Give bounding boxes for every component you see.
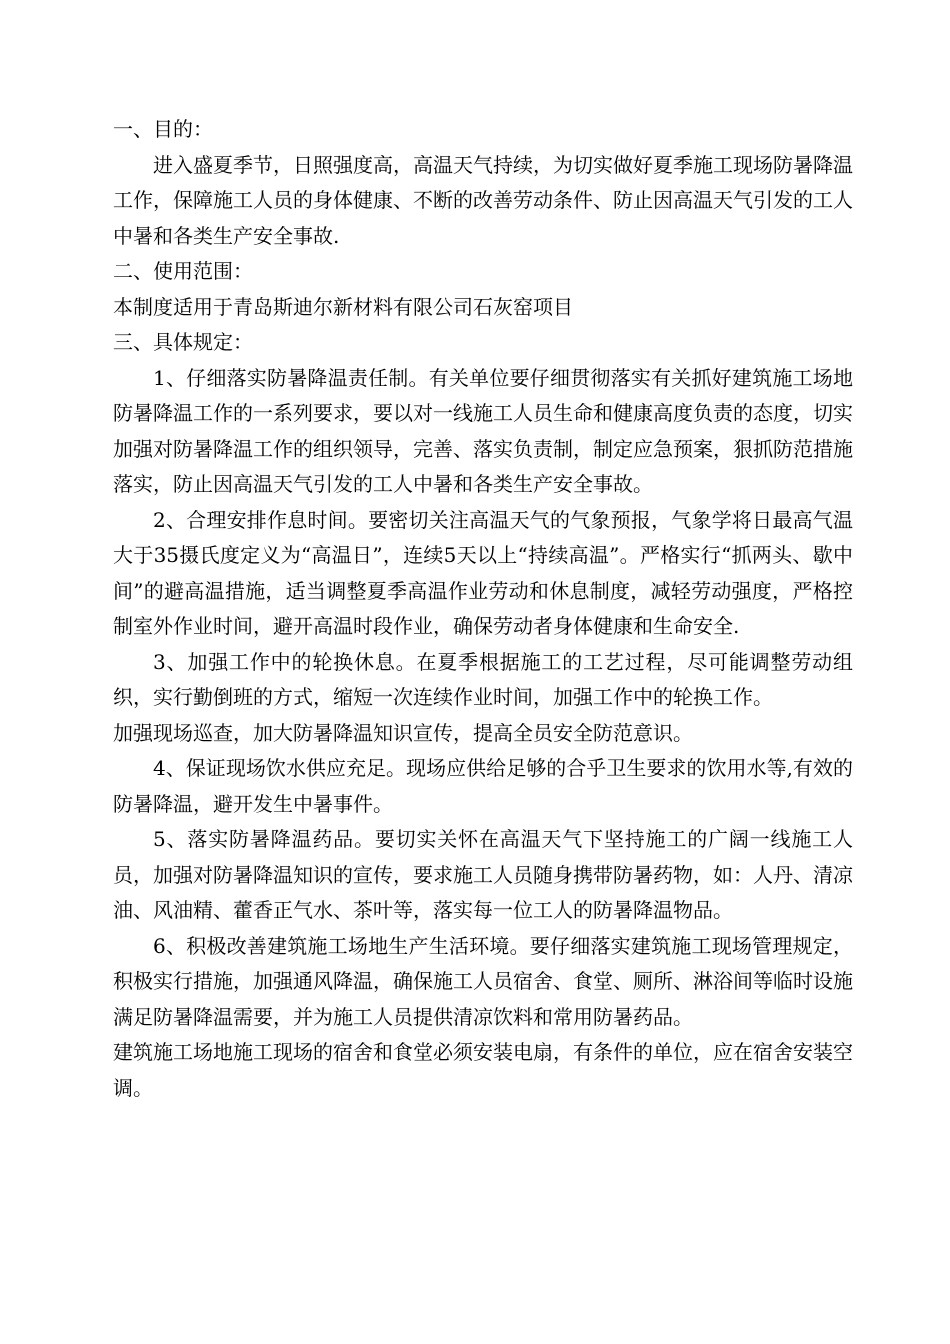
rule-item-6-continued: 建筑施工场地施工现场的宿舍和食堂必须安装电扇，有条件的单位，应在宿舍安装空调。 [113, 1040, 853, 1100]
document-body [113, 112, 853, 1106]
rule-item-1: 1、仔细落实防暑降温责任制。有关单位要仔细贯彻落实有关抓好建筑施工场地防暑降温工作的一系列要求，要以对一线施工人员生命和健康高度负责的态度，切实加强对防暑降温工作的组织领导，完善、落实负责制，制定应急预案，狠抓防范措施落实，防止因高温天气引发的工人中暑和各类生产安全事故。 [113, 365, 853, 496]
purpose-paragraph: 进入盛夏季节，日照强度高，高温天气持续，为切实做好夏季施工现场防暑降温工作，保障施工人员的身体健康、不断的改善劳动条件、防止因高温天气引发的工人中暑和各类生产安全事故. [113, 152, 853, 248]
rule-item-6: 6、积极改善建筑施工场地生产生活环境。要仔细落实建筑施工现场管理规定，积极实行措施，加强通风降温，确保施工人员宿舍、食堂、厕所、淋浴间等临时设施满足防暑降温需要，并为施工人员提供清凉饮料和常用防暑药品。 [113, 933, 853, 1029]
rule-item-5: 5、落实防暑降温药品。要切实关怀在高温天气下坚持施工的广阔一线施工人员，加强对防暑降温知识的宣传，要求施工人员随身携带防暑药物，如：人丹、清凉油、风油精、藿香正气水、茶叶等，落实每一位工人的防暑降温物品。 [113, 827, 853, 922]
rule-item-4: 4、保证现场饮水供应充足。现场应供给足够的合乎卫生要求的饮用水等,有效的防暑降温，避开发生中暑事件。 [113, 756, 853, 816]
rule-item-3-continued: 加强现场巡查，加大防暑降温知识宣传，提高全员安全防范意识。 [113, 720, 693, 745]
scope-text: 本制度适用于青岛斯迪尔新材料有限公司石灰窑项目 [113, 294, 573, 319]
rule-item-3: 3、加强工作中的轮换休息。在夏季根据施工的工艺过程，尽可能调整劳动组织，实行勤倒班的方式，缩短一次连续作业时间，加强工作中的轮换工作。 [113, 649, 853, 709]
rule-item-2: 2、合理安排作息时间。要密切关注高温天气的气象预报，气象学将日最高气温大于35摄氏度定义为“高温日”，连续5天以上“持续高温”。严格实行“抓两头、歇中间”的避高温措施，适当调整夏季高温作业劳动和休息制度，减轻劳动强度，严格控制室外作业时间，避开高温时段作业，确保劳动者身体健康和生命安全. [113, 507, 853, 638]
section-heading-purpose: 一、目的： [113, 117, 213, 141]
section-heading-scope: 二、使用范围： [113, 259, 253, 283]
section-heading-rules: 三、具体规定： [113, 330, 253, 354]
